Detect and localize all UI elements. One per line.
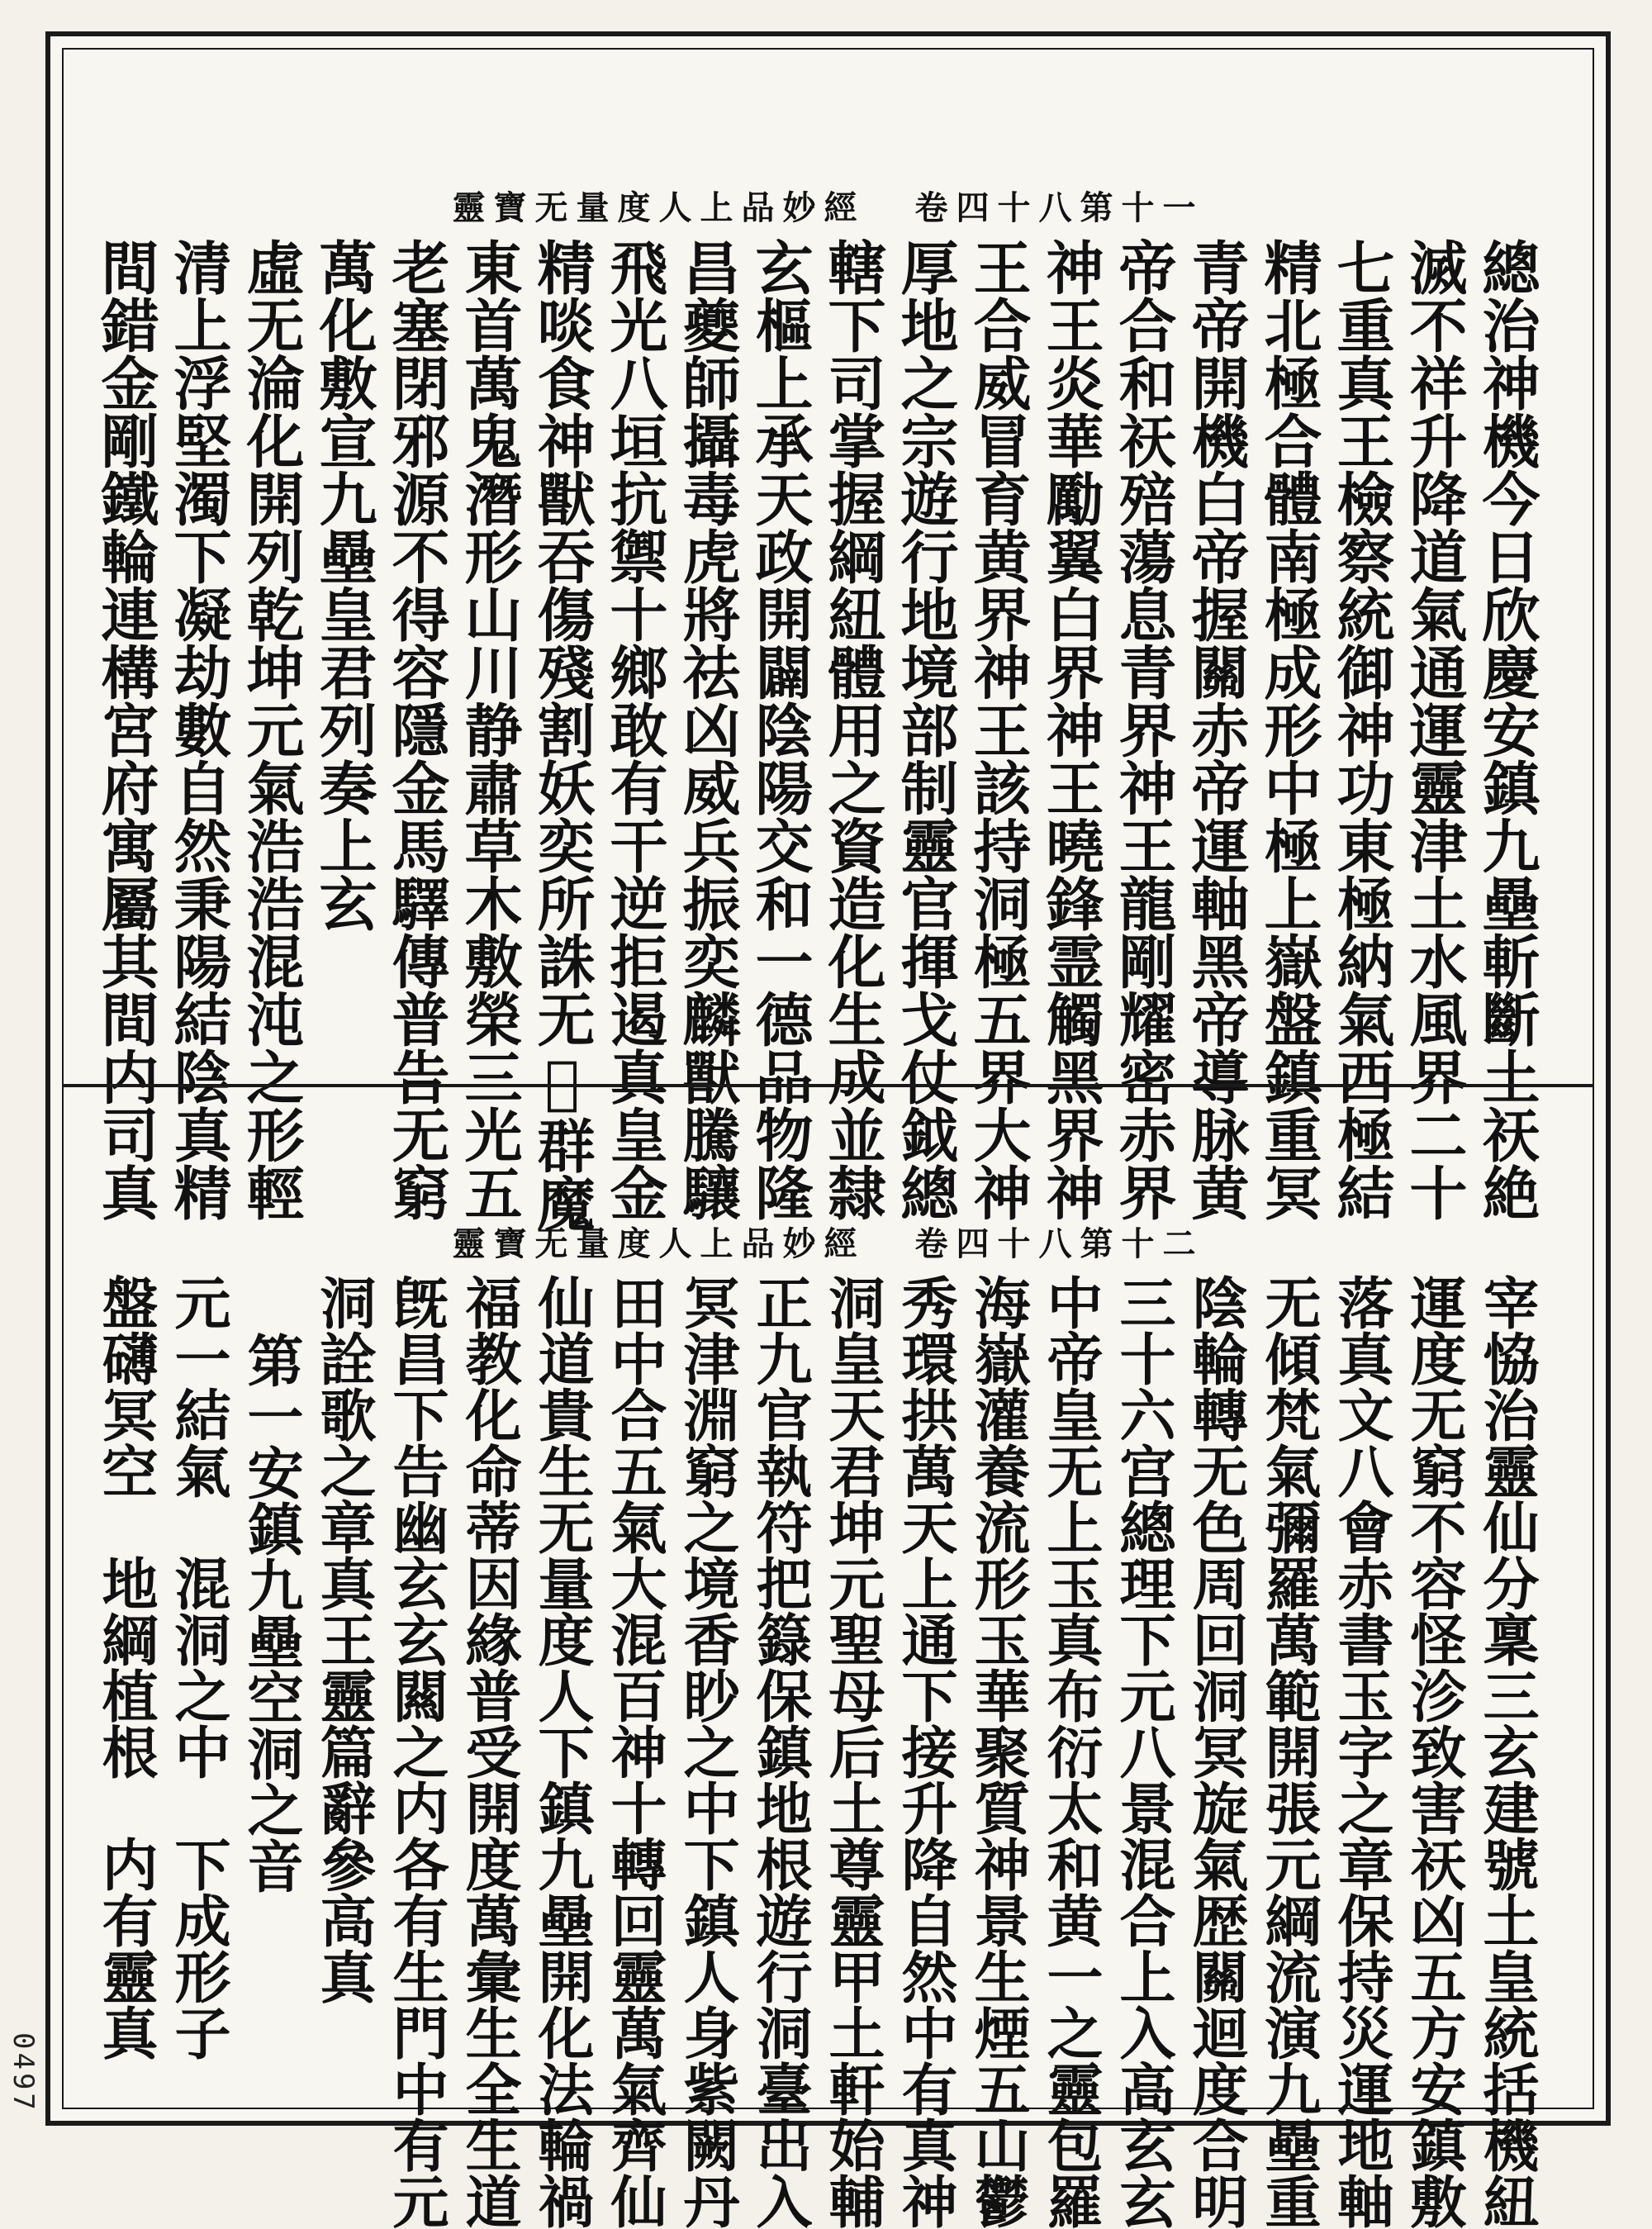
text-column: 東首萬鬼潛形山川静肅草木敷榮三光五 — [455, 238, 524, 1221]
text-column: 秀環拱萬天上通下接升降自然中有真神 — [892, 1274, 958, 2229]
text-column: 老塞閉邪源不得容隱金馬驛傳普告无窮 — [382, 238, 451, 1221]
section-title-column: 第一安鎮九壘空洞之音 — [238, 1332, 304, 1894]
text-column: 冥津淵窮之境香眇之中下鎮人身紫闕丹 — [674, 1274, 740, 2229]
text-column: 萬化敷宣九壘皇君列奏上玄 — [310, 238, 378, 932]
lower-header-title: 靈寶无量度人上品妙經 — [452, 1224, 866, 1263]
upper-text-columns — [92, 238, 1543, 1232]
text-column: 運度无窮不容怪沴致害祆凶五方安鎮敷 — [1401, 1274, 1467, 2229]
text-column: 總治神機今日欣慶安鎮九壘斬斷土祆絶 — [1473, 238, 1541, 1221]
text-column: 落真文八會赤書玉字之章保持災運地軸 — [1328, 1274, 1394, 2229]
scripture-sheet — [45, 31, 1611, 2229]
text-column: 无傾梵氣彌羅萬範開張元綱流演九壘重 — [1256, 1274, 1322, 2229]
text-column: 精啖食神獸吞傷殘割妖奕所誅无𩯙群魔 — [528, 238, 596, 1232]
page-number: 0497 — [7, 2032, 40, 2113]
text-column: 轄下司掌握綱紐體用之資造化生成並隸 — [819, 238, 887, 1221]
text-column: 帝合和祆殕蕩息青界神王龍剛耀密赤界 — [1109, 238, 1178, 1221]
verse-column: 盤礴冥空 地綱植根 内有靈真 — [93, 1274, 159, 2060]
text-column: 福教化命蒂因緣普受開度萬彙生全生道 — [456, 1274, 522, 2229]
text-column: 青帝開機白帝握關赤帝運軸黑帝導脉黄 — [1182, 238, 1251, 1221]
text-column: 中帝皇无上玉真布衍太和黄一之靈包羅 — [1037, 1274, 1104, 2229]
text-column: 滅不祥升降道氣通運靈津土水風界二十 — [1400, 238, 1469, 1221]
text-column: 虛无淪化開列乾坤元氣浩浩混沌之形輕 — [237, 238, 306, 1221]
text-column: 清上浮堅濁下凝劫數自然秉陽結陰真精 — [164, 238, 233, 1221]
text-column: 田中合五氣大混百神十轉回靈萬氣齊仙 — [601, 1274, 667, 2229]
text-column: 神王炎華勵翼白界神王曉鋒霊觸黑界神 — [1037, 238, 1105, 1221]
text-column: 仙道貴生无量度人下鎮九壘開化法輪禍 — [529, 1274, 595, 2229]
text-column: 旣昌下告幽玄玄闗之内各有生門中有元 — [383, 1274, 449, 2229]
upper-header-title: 靈寶无量度人上品妙經 — [452, 188, 866, 227]
text-column: 厚地之宗遊行地境部制靈官揮戈仗鉞總 — [891, 238, 960, 1221]
text-column: 間錯金剛鐵輪連構宮府寓屬其間内司真 — [92, 238, 160, 1221]
sheet-inner-border — [62, 48, 1594, 2229]
text-column: 宰恊治靈仙分稟三玄建號土皇統括機紐 — [1474, 1274, 1540, 2229]
text-column: 陰輪轉无色周回洞冥旋氣歴關迴度合明 — [1183, 1274, 1249, 2229]
text-column: 洞詮歌之章真王靈篇辭參高真 — [311, 1274, 377, 2004]
text-column: 昌夔師攝毒虎將祛凶威兵振奕麟獸騰驤 — [673, 238, 742, 1221]
verse-column: 元一結氣 混洞之中 下成形子 — [165, 1274, 231, 2060]
text-column: 玄樞上承天政開闢陰陽交和一德品物隆 — [746, 238, 814, 1221]
text-column: 飛光八垣抗禦十鄉敢有干逆拒遏真皇金 — [601, 238, 669, 1221]
text-column: 王合威冒育黄界神王該持洞極五界大神 — [964, 238, 1032, 1221]
upper-header-volume: 卷四十八第十一 — [914, 188, 1204, 227]
text-column: 精北極合體南極成形中極上嶽盤鎮重冥 — [1255, 238, 1323, 1221]
upper-page — [64, 50, 1593, 1232]
text-column: 三十六宫總理下元八景混合上入高玄玄 — [1110, 1274, 1176, 2229]
lower-text-columns — [93, 1274, 1543, 2229]
upper-page-header — [64, 182, 1593, 229]
text-column: 洞皇天君坤元聖母后土尊靈甲土軒始輔 — [819, 1274, 885, 2229]
text-column: 海嶽灌養流形玉華聚質神景生煙五山鬱 — [965, 1274, 1031, 2229]
text-column: 正九官執符把籙保鎮地根遊行洞臺出入 — [747, 1274, 813, 2229]
lower-header-volume: 卷四十八第十二 — [914, 1224, 1204, 1263]
text-column: 七重真王檢察統御神功東極納氣西極結 — [1327, 238, 1396, 1221]
lower-page-header — [64, 1218, 1593, 1265]
lower-page — [64, 1087, 1593, 2229]
